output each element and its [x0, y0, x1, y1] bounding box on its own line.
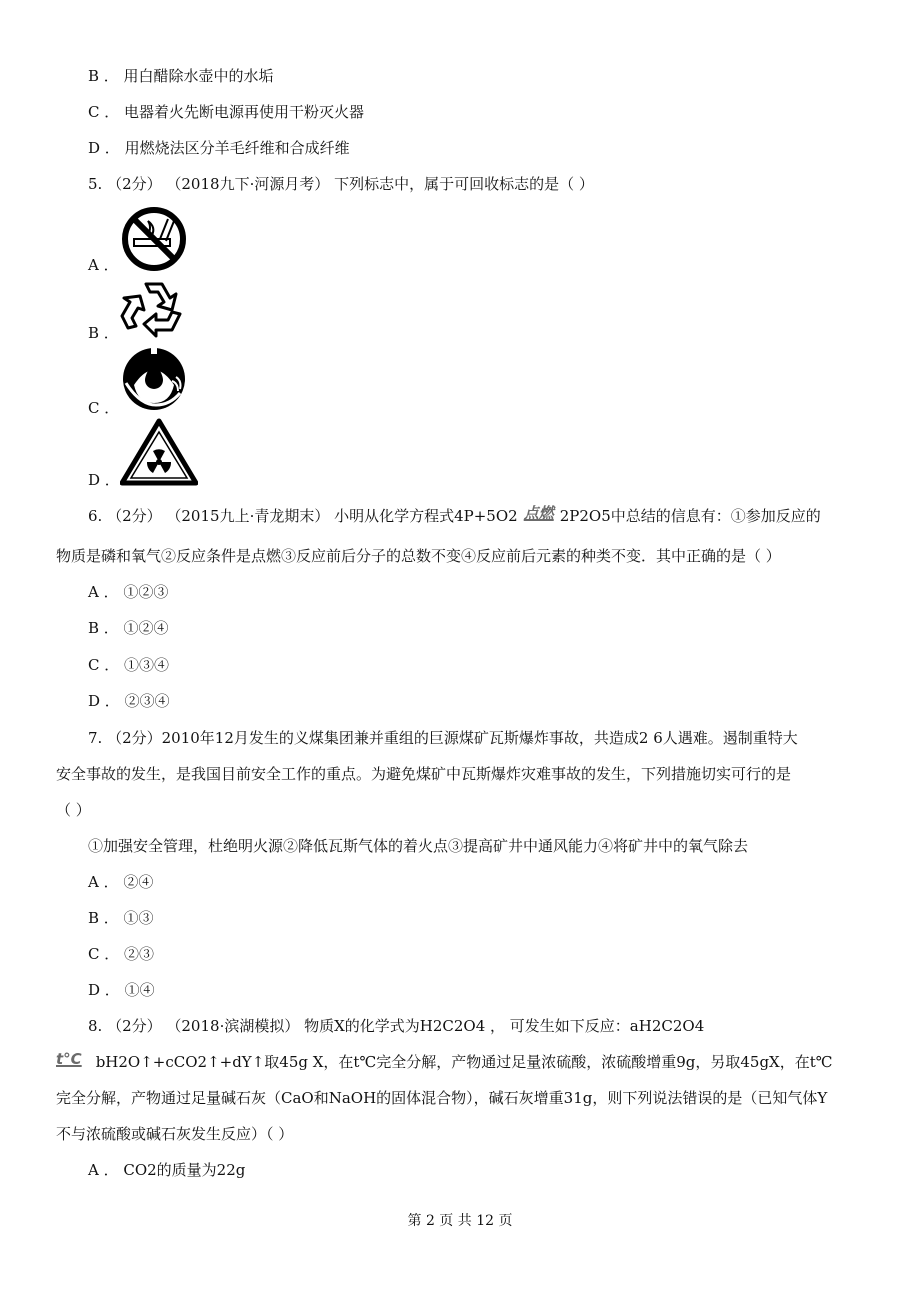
radiation-warning-icon: [120, 418, 198, 486]
q4-option-c: C ． 电器着火先断电源再使用干粉灭火器: [88, 103, 365, 121]
q8-option-a: A ． CO2的质量为22g: [88, 1161, 246, 1179]
q7-option-b: B ． ①③: [88, 909, 154, 927]
q7-stem-line1: 7. （2分）2010年12月发生的义煤集团兼并重组的巨源煤矿瓦斯爆炸事故，共造成2 6人遇难。遏制重特大: [88, 729, 798, 747]
q7-stem-line2: 安全事故的发生，是我国目前安全工作的重点。为避免煤矿中瓦斯爆炸灾难事故的发生，下列措施切实可行的是: [56, 765, 792, 783]
q6-stem-post: 2P2O5中总结的信息有：①参加反应的: [559, 507, 821, 525]
q7-option-c: C ． ②③: [88, 945, 155, 963]
q5-option-c-label: C ．: [88, 399, 120, 417]
q7-option-a: A ． ②④: [88, 873, 154, 891]
q5-option-d-label: D ．: [88, 471, 120, 489]
q6-stem-pre: 6. （2分） （2015九上·青龙期末） 小明从化学方程式4P+5O2: [88, 507, 518, 525]
q8-stem-line4: 不与浓硫酸或碱石灰发生反应）（ ）: [56, 1125, 294, 1143]
q5-stem: 5. （2分） （2018九下·河源月考） 下列标志中，属于可回收标志的是（ ）: [88, 175, 594, 193]
q8-stem-line3: 完全分解，产物通过足量碱石灰（CaO和NaOH的固体混合物），碱石灰增重31g，则下列说法错误的是（已知气体Y: [56, 1089, 828, 1107]
q5-option-a-label: A ．: [88, 256, 119, 274]
q4-option-b: B ． 用白醋除水壶中的水垢: [88, 67, 274, 85]
q7-statements: ①加强安全管理，杜绝明火源②降低瓦斯气体的着火点③提高矿井中通风能力④将矿井中的氧气除去: [88, 837, 749, 855]
q7-option-d: D ． ①④: [88, 981, 155, 999]
q8-stem-line2-text: bH2O↑+cCO2↑+dY↑取45g X，在t℃完全分解，产物通过足量浓硫酸，浓硫酸增重9g，另取45gX，在t℃: [95, 1053, 833, 1071]
reaction-condition-ignite: 点燃: [523, 504, 554, 522]
q6-option-c: C ． ①③④: [88, 656, 170, 674]
q8-stem-line1: 8. （2分） （2018·滨湖模拟） 物质X的化学式为H2C2O4 ， 可发生如下反应：aH2C2O4: [88, 1017, 705, 1035]
q6-option-b: B ． ①②④: [88, 619, 169, 637]
water-saving-icon: [120, 345, 188, 413]
q8-stem-line2: [56, 1052, 833, 1073]
q5-option-b-label: B ．: [88, 324, 119, 342]
q6-stem-line2: 物质是磷和氧气②反应条件是点燃③反应前后分子的总数不变④反应前后元素的种类不变．其中正确的是（ ）: [56, 547, 781, 565]
page-footer: 第 2 页 共 12 页: [407, 1213, 513, 1229]
recycle-icon: [120, 278, 188, 338]
q6-option-d: D ． ②③④: [88, 692, 170, 710]
no-smoking-icon: [120, 205, 188, 273]
reaction-condition-temperature: t°C: [56, 1050, 82, 1068]
q6-stem-line1: [88, 506, 821, 527]
q6-option-a: A ． ①②③: [88, 583, 169, 601]
q4-option-d: D ． 用燃烧法区分羊毛纤维和合成纤维: [88, 139, 350, 157]
q7-stem-line3: （ ）: [56, 801, 91, 819]
